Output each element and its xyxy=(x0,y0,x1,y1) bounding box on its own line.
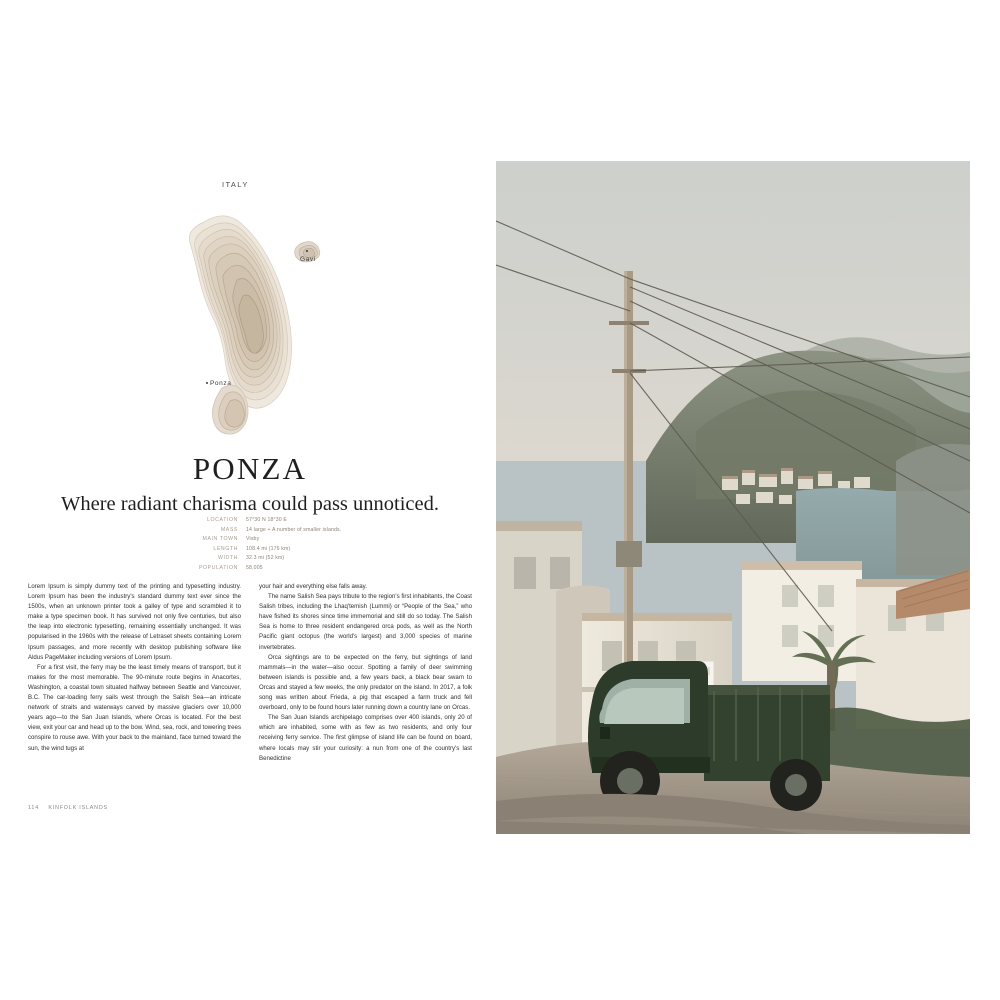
fact-row xyxy=(160,526,410,536)
fact-value: 14 large + A number of smaller islands. xyxy=(246,526,342,533)
fact-row xyxy=(160,516,410,526)
paragraph: your hair and everything else falls away. xyxy=(259,583,367,590)
fact-value: 57°30 N 18°30 E xyxy=(246,517,288,523)
paragraph: Orca sightings are to be expected on the ferry, but sightings of land mammals—in the water—also occur. Spotting a family of deer swimming between islands is possible and, a few years back, a black bear swam to Orcas and stayed a few weeks, the only predator on the island. In 2017, a folk song was written about Frieda, a pig that escaped a farm truck and fell overboard, only to be found hours later running down a country lane on Orcas. xyxy=(259,653,472,712)
folio xyxy=(28,805,108,811)
photograph xyxy=(496,161,970,834)
fact-row xyxy=(160,535,410,545)
ponza-label: Ponza xyxy=(210,380,232,387)
fact-value: 58,005 xyxy=(246,564,263,571)
photo-illustration xyxy=(496,161,970,834)
fact-key: POPULATION xyxy=(198,564,238,571)
gavi-marker-dot xyxy=(306,250,308,252)
column-one xyxy=(28,582,241,764)
fact-value: 108.4 mi (176 km) xyxy=(246,545,291,552)
facts-table xyxy=(160,516,410,574)
column-two xyxy=(259,582,472,764)
fact-row xyxy=(160,545,410,555)
folio-publication: KINFOLK ISLANDS xyxy=(48,805,108,811)
fact-key: LENGTH xyxy=(213,545,238,552)
page-title: PONZA xyxy=(192,451,308,486)
map-svg xyxy=(150,200,370,450)
fact-key: WIDTH xyxy=(218,555,238,562)
paragraph: The name Salish Sea pays tribute to the region's first inhabitants, the Coast Salish tribes, including the Lhaq'temish (Lummi) or “People of the Sea,” who have fished its shores since time immemorial and still do so today. The Salish Sea is home to three resident endangered orca pods, as well as the North Pacific giant octopus (the world's largest) and 3,000 species of marine invertebrates. xyxy=(259,593,472,651)
body-columns xyxy=(28,582,472,764)
fact-key: MASS xyxy=(220,526,238,533)
fact-key: LOCATION xyxy=(207,517,238,523)
gavi-label: Gavi xyxy=(300,256,316,263)
fact-row xyxy=(160,554,410,564)
ponza-marker-dot xyxy=(206,382,208,384)
country-label: ITALY xyxy=(222,180,249,189)
fact-value: Visby xyxy=(246,536,260,543)
folio-page-number: 114 xyxy=(28,805,39,811)
page-subtitle: Where radiant charisma could pass unnoticed. xyxy=(61,493,439,516)
paragraph: For a first visit, the ferry may be the least timely means of transport, but it makes for the most memorable. The 90-minute route begins in Anacortes, Washington, a coastal town situated halfway between Seattle and Vancouver, B.C. The car-loading ferry sails west through the Salish Sea—an intricate network of straits and waterways carved by massive glaciers over 10,000 years ago—to the San Juan Islands, where Orcas is located. For the best view, exit your car and head up to the bow. Wind, sea, rock, and towering trees conspire to rouse awe. With your back to the mainland, face turned toward the sun, the wind tugs at xyxy=(28,663,241,752)
fact-value: 32.3 mi (52 km) xyxy=(246,555,285,562)
contour-map xyxy=(150,200,370,450)
fact-row xyxy=(160,564,410,574)
fact-key: MAIN TOWN xyxy=(202,536,238,543)
paragraph: Lorem Ipsum is simply dummy text of the printing and typesetting industry. Lorem Ipsum has been the industry's standard dummy text ever since the 1500s, when an unknown printer took a galley of type and scrambled it to make a type specimen book. It has survived not only five centuries, but also the leap into electronic typesetting, remaining essentially unchanged. It was popularised in the 1960s with the release of Letraset sheets containing Lorem Ipsum passages, and more recently with desktop publishing software like Aldus PageMaker including versions of Lorem Ipsum. xyxy=(28,583,241,661)
title-block xyxy=(20,452,480,517)
paragraph: The San Juan Islands archipelago comprises over 400 islands, only 20 of which are inhabited, some with as few as two residents, and only four receiving ferry service. The first glimpse of island life can be found on board, where locals may stir your curiosity: a nun from one of the country's last Benedictine xyxy=(259,714,472,762)
